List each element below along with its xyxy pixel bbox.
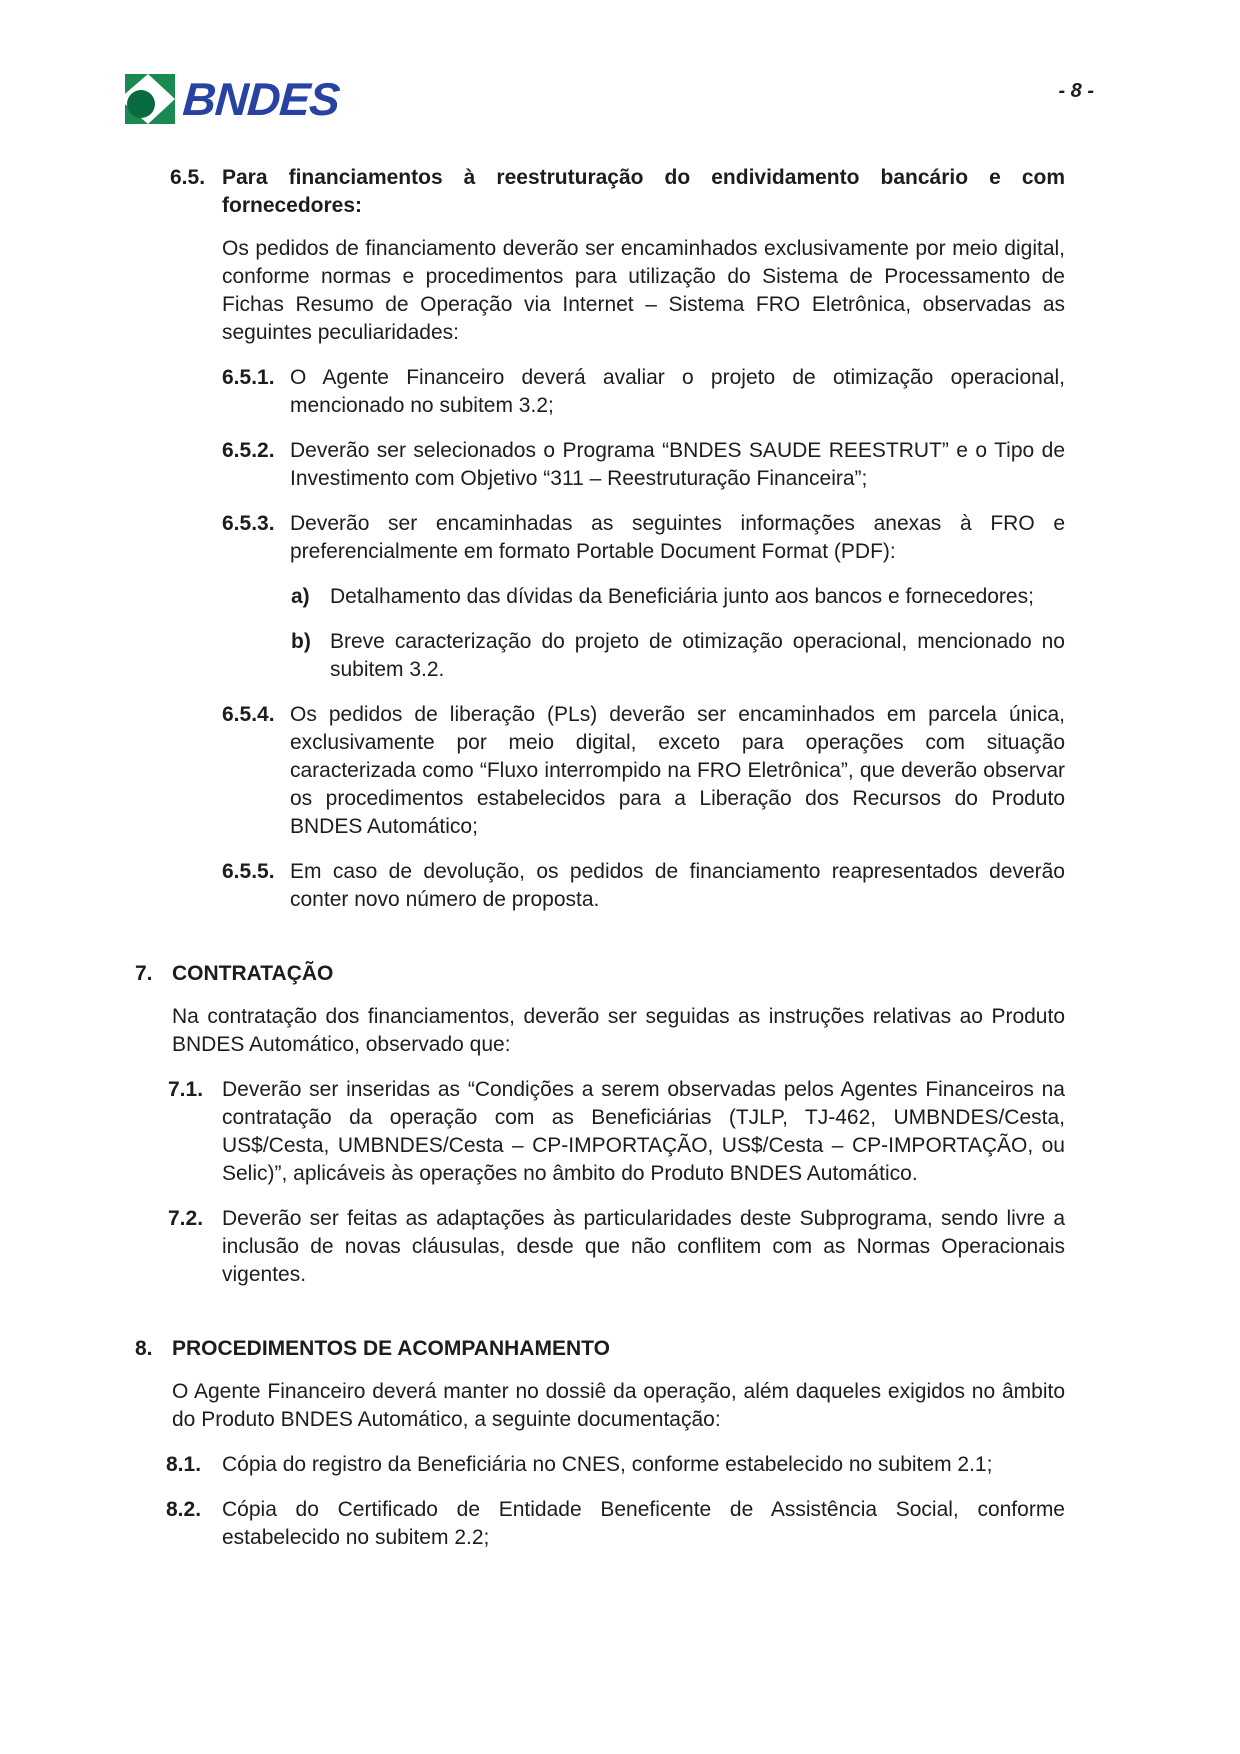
- item-number: 6.5.4.: [222, 703, 275, 726]
- item-text: Cópia do registro da Beneficiária no CNES, conforme estabelecido no subitem 2.1;: [222, 1453, 993, 1476]
- item-6-5-4: [222, 701, 1065, 841]
- bndes-logo: [112, 72, 339, 126]
- document-body: [135, 164, 1065, 1552]
- section-6-5-heading: [170, 164, 1065, 220]
- item-number: 8.1.: [166, 1453, 202, 1476]
- item-number: 8.2.: [166, 1498, 202, 1521]
- item-8-2: [166, 1496, 1065, 1552]
- item-number: 6.5.1.: [222, 366, 275, 389]
- item-text: Os pedidos de liberação (PLs) deverão ser encaminhados em parcela única, exclusivamente por meio digital, exceto para operações com situação caracterizada como “Fluxo interrompido na FRO Eletrônica”, que deverão observar os procedimentos estabelecidos para a Liberação dos Recursos do Produto BNDES Automático;: [290, 703, 1065, 838]
- list-item-text: Breve caracterização do projeto de otimização operacional, mencionado no subitem 3.2.: [330, 630, 1065, 681]
- section-title: CONTRATAÇÃO: [172, 962, 334, 985]
- item-number: 6.5.3.: [222, 512, 275, 535]
- section-7-heading: [135, 960, 1065, 988]
- list-item-b: [291, 628, 1065, 684]
- item-7-1: [168, 1076, 1065, 1188]
- item-text: Deverão ser inseridas as “Condições a serem observadas pelos Agentes Financeiros na contratação da operação com as Beneficiárias (TJLP, TJ-462, UMBNDES/Cesta, US$/Cesta, UMBNDES/Cesta – CP-IMPORTAÇÃO, US$/Cesta – CP-IMPORTAÇÃO, ou Selic)”, aplicáveis às operações no âmbito do Produto BNDES Automático.: [222, 1078, 1065, 1185]
- page-header: [0, 0, 1240, 126]
- paragraph-text: Na contratação dos financiamentos, deverão ser seguidas as instruções relativas ao Produto BNDES Automático, observado que:: [172, 1005, 1065, 1056]
- list-item-marker: a): [291, 585, 310, 608]
- item-8-1: [166, 1451, 1065, 1479]
- section-number: 6.5.: [170, 166, 206, 189]
- item-number: 7.1.: [168, 1078, 204, 1101]
- section-8-heading: [135, 1335, 1065, 1363]
- item-6-5-5: [222, 858, 1065, 914]
- section-number: 8.: [135, 1337, 153, 1360]
- item-text: Cópia do Certificado de Entidade Beneficente de Assistência Social, conforme estabelecido no subitem 2.2;: [222, 1498, 1065, 1549]
- list-item-marker: b): [291, 630, 311, 653]
- item-number: 6.5.2.: [222, 439, 275, 462]
- item-number: 6.5.5.: [222, 860, 275, 883]
- item-text: Em caso de devolução, os pedidos de financiamento reapresentados deverão conter novo número de proposta.: [290, 860, 1065, 911]
- page-number: - 8 -: [1058, 80, 1094, 102]
- paragraph-6-5-intro: [222, 235, 1065, 347]
- item-text: Deverão ser selecionados o Programa “BNDES SAUDE REESTRUT” e o Tipo de Investimento com Objetivo “311 – Reestruturação Financeira”;: [290, 439, 1065, 490]
- item-text: Deverão ser encaminhadas as seguintes informações anexas à FRO e preferencialmente em formato Portable Document Format (PDF):: [290, 512, 1065, 563]
- item-6-5-1: [222, 364, 1065, 420]
- item-number: 7.2.: [168, 1207, 204, 1230]
- paragraph-text: Os pedidos de financiamento deverão ser encaminhados exclusivamente por meio digital, conforme normas e procedimentos para utilização do Sistema de Processamento de Fichas Resumo de Operação via Internet – Sistema FRO Eletrônica, observadas as seguintes peculiaridades:: [222, 237, 1065, 344]
- bndes-logo-text: BNDES: [181, 73, 341, 125]
- item-7-2: [168, 1205, 1065, 1289]
- bndes-logo-icon: [112, 72, 176, 126]
- section-title: Para financiamentos à reestruturação do endividamento bancário e com fornecedores:: [222, 166, 1065, 217]
- paragraph-8-intro: [172, 1378, 1065, 1434]
- list-item-a: [291, 583, 1065, 611]
- item-6-5-3: [222, 510, 1065, 566]
- item-text: Deverão ser feitas as adaptações às particularidades deste Subprograma, sendo livre a inclusão de novas cláusulas, desde que não conflitem com as Normas Operacionais vigentes.: [222, 1207, 1065, 1286]
- section-title: PROCEDIMENTOS DE ACOMPANHAMENTO: [172, 1337, 610, 1360]
- paragraph-7-intro: [172, 1003, 1065, 1059]
- section-number: 7.: [135, 962, 153, 985]
- list-item-text: Detalhamento das dívidas da Beneficiária junto aos bancos e fornecedores;: [330, 585, 1034, 608]
- item-text: O Agente Financeiro deverá avaliar o projeto de otimização operacional, mencionado no subitem 3.2;: [290, 366, 1065, 417]
- item-6-5-2: [222, 437, 1065, 493]
- paragraph-text: O Agente Financeiro deverá manter no dossiê da operação, além daqueles exigidos no âmbito do Produto BNDES Automático, a seguinte documentação:: [172, 1380, 1065, 1431]
